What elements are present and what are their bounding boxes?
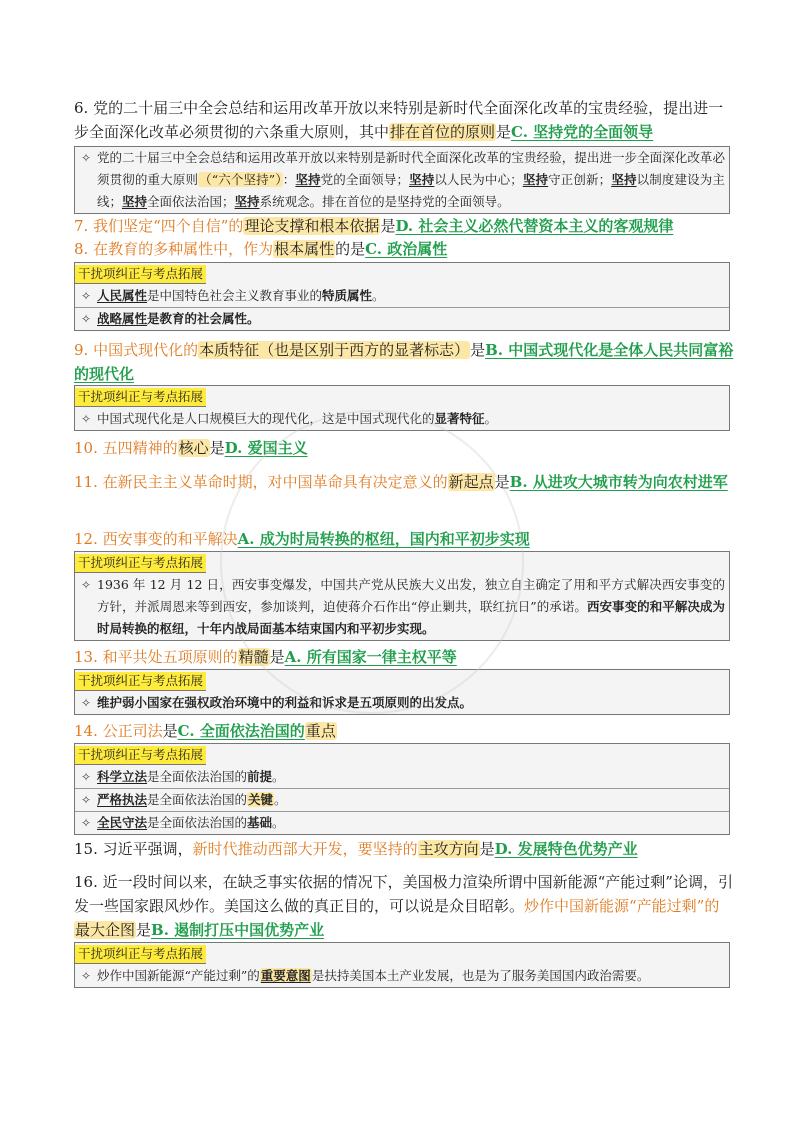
note-row: ✧ 党的二十届三中全会总结和运用改革开放以来特别是新时代全面深化改革的宝贵经验，提出进一步全面深化改革必须贯彻的重大原则（“六个坚持”）：坚持党的全面领导；坚持以人民为中心；坚持守正创新；坚持以制度建设为主线；坚持全面依法治国；坚持系统观念。排在首位的是坚持党的全面领导。 — [75, 147, 729, 213]
note-box-13 — [74, 669, 730, 715]
question-12: 12. 西安事变的和平解决A. 成为时局转换的枢纽，国内和平初步实现 — [74, 530, 530, 548]
keyword-highlight: 主攻方向 — [418, 840, 479, 858]
answer: D. 社会主义必然代替资本主义的客观规律 — [395, 217, 674, 235]
note-row: ✧ 全民守法是全面依法治国的基础。 — [75, 811, 729, 834]
keyword-highlight: 本质特征（也是区别于西方的显著标志） — [199, 341, 470, 359]
note-heading: 干扰项纠正与考点拓展 — [75, 265, 206, 284]
note-row: ✧ 炒作中国新能源“产能过剩”的重要意图是扶持美国本土产业发展，也是为了服务美国国内政治需要。 — [75, 965, 729, 987]
note-heading: 干扰项纠正与考点拓展 — [75, 672, 206, 691]
keyword-highlight: 最大企图 — [75, 921, 136, 939]
keyword-highlight: 精髓 — [238, 648, 269, 666]
note-box-12 — [74, 551, 730, 641]
question-13: 13. 和平共处五项原则的精髓是A. 所有国家一律主权平等 — [74, 648, 457, 666]
bullet-icon: ✧ — [80, 412, 92, 426]
note-row: ✧ 维护弱小国家在强权政治环境中的利益和诉求是五项原则的出发点。 — [75, 692, 729, 714]
answer: C. 坚持党的全面领导 — [511, 123, 654, 141]
note-box-14 — [74, 743, 730, 835]
answer: B. 遏制打压中国优势产业 — [151, 921, 325, 939]
bullet-icon: ✧ — [80, 770, 92, 784]
question-8: 8. 在教育的多种属性中，作为根本属性的是C. 政治属性 — [74, 240, 448, 258]
question-9: 9. 中国式现代化的本质特征（也是区别于西方的显著标志）是B. 中国式现代化是全体人民共同富裕的现代化 — [74, 341, 734, 383]
note-box-8 — [74, 262, 730, 331]
note-heading: 干扰项纠正与考点拓展 — [75, 388, 206, 407]
question-10: 10. 五四精神的核心是D. 爱国主义 — [74, 439, 308, 457]
keyword-highlight: 重点 — [305, 722, 336, 740]
answer: D. 爱国主义 — [224, 439, 308, 457]
answer: A. 成为时局转换的枢纽，国内和平初步实现 — [237, 530, 530, 548]
question-16: 16. 近一段时间以来，在缺乏事实依据的情况下，美国极力渲染所谓中国新能源“产能过剩”论调，引发一些国家跟风炒作。美国这么做的真正目的，可以说是众目昭彰。炒作中国新能源“产能过剩”的最大企图是B. 遏制打压中国优势产业 — [74, 873, 733, 939]
question-6: 6. 党的二十届三中全会总结和运用改革开放以来特别是新时代全面深化改革的宝贵经验，提出进一步全面深化改革必须贯彻的六条重大原则，其中排在首位的原则是C. 坚持党的全面领导 — [74, 99, 724, 141]
question-7: 7. 我们坚定“四个自信”的理论支撑和根本依据是D. 社会主义必然代替资本主义的客观规律 — [74, 217, 674, 235]
note-box-16 — [74, 942, 730, 988]
answer: B. 中国式现代化是全体人民共同富裕的现代化 — [74, 341, 734, 383]
answer: A. 所有国家一律主权平等 — [284, 648, 457, 666]
note-row: ✧ 战略属性是教育的社会属性。 — [75, 307, 729, 330]
question-15: 15. 习近平强调，新时代推动西部大开发，要坚持的主攻方向是D. 发展特色优势产业 — [74, 840, 638, 858]
answer: C. 全面依法治国的 — [177, 722, 305, 740]
bullet-icon: ✧ — [80, 289, 92, 303]
answer: D. 发展特色优势产业 — [494, 840, 638, 858]
question-11: 11. 在新民主主义革命时期，对中国革命具有决定意义的新起点是B. 从进攻大城市转为向农村进军 — [74, 473, 728, 491]
note-heading: 干扰项纠正与考点拓展 — [75, 746, 206, 765]
bullet-icon: ✧ — [80, 312, 92, 326]
note-row: ✧ 严格执法是全面依法治国的关键。 — [75, 788, 729, 811]
note-row: ✧ 中国式现代化是人口规模巨大的现代化，这是中国式现代化的显著特征。 — [75, 408, 729, 430]
note-heading: 干扰项纠正与考点拓展 — [75, 945, 206, 964]
bullet-icon: ✧ — [80, 816, 92, 830]
note-row: ✧ 1936 年 12 月 12 日，西安事变爆发，中国共产党从民族大义出发，独立自主确定了用和平方式解决西安事变的方针，并派周恩来等到西安，参加谈判，迫使蒋介石作出“停止剿共，联红抗日”的承诺。西安事变的和平解决成为时局转换的枢纽，十年内战局面基本结束国内和平初步实现。 — [75, 574, 729, 640]
keyword-highlight: 核心 — [178, 439, 209, 457]
note-box-9 — [74, 385, 730, 431]
answer: C. 政治属性 — [365, 240, 448, 258]
question-14: 14. 公正司法是C. 全面依法治国的重点 — [74, 722, 336, 740]
bullet-icon: ✧ — [80, 578, 92, 592]
keyword-highlight: 新起点 — [448, 473, 494, 491]
bullet-icon: ✧ — [80, 151, 92, 165]
keyword-highlight: 理论支撑和根本依据 — [244, 217, 380, 235]
keyword-highlight: 排在首位的原则 — [390, 123, 496, 141]
note-row: ✧ 人民属性是中国特色社会主义教育事业的特质属性。 — [75, 285, 729, 307]
note-heading: 干扰项纠正与考点拓展 — [75, 554, 206, 573]
bullet-icon: ✧ — [80, 969, 92, 983]
answer: B. 从进攻大城市转为向农村进军 — [509, 473, 728, 491]
note-row: ✧ 科学立法是全面依法治国的前提。 — [75, 766, 729, 788]
bullet-icon: ✧ — [80, 696, 92, 710]
bullet-icon: ✧ — [80, 793, 92, 807]
keyword-highlight: 根本属性 — [274, 240, 335, 258]
note-box-6 — [74, 146, 730, 214]
